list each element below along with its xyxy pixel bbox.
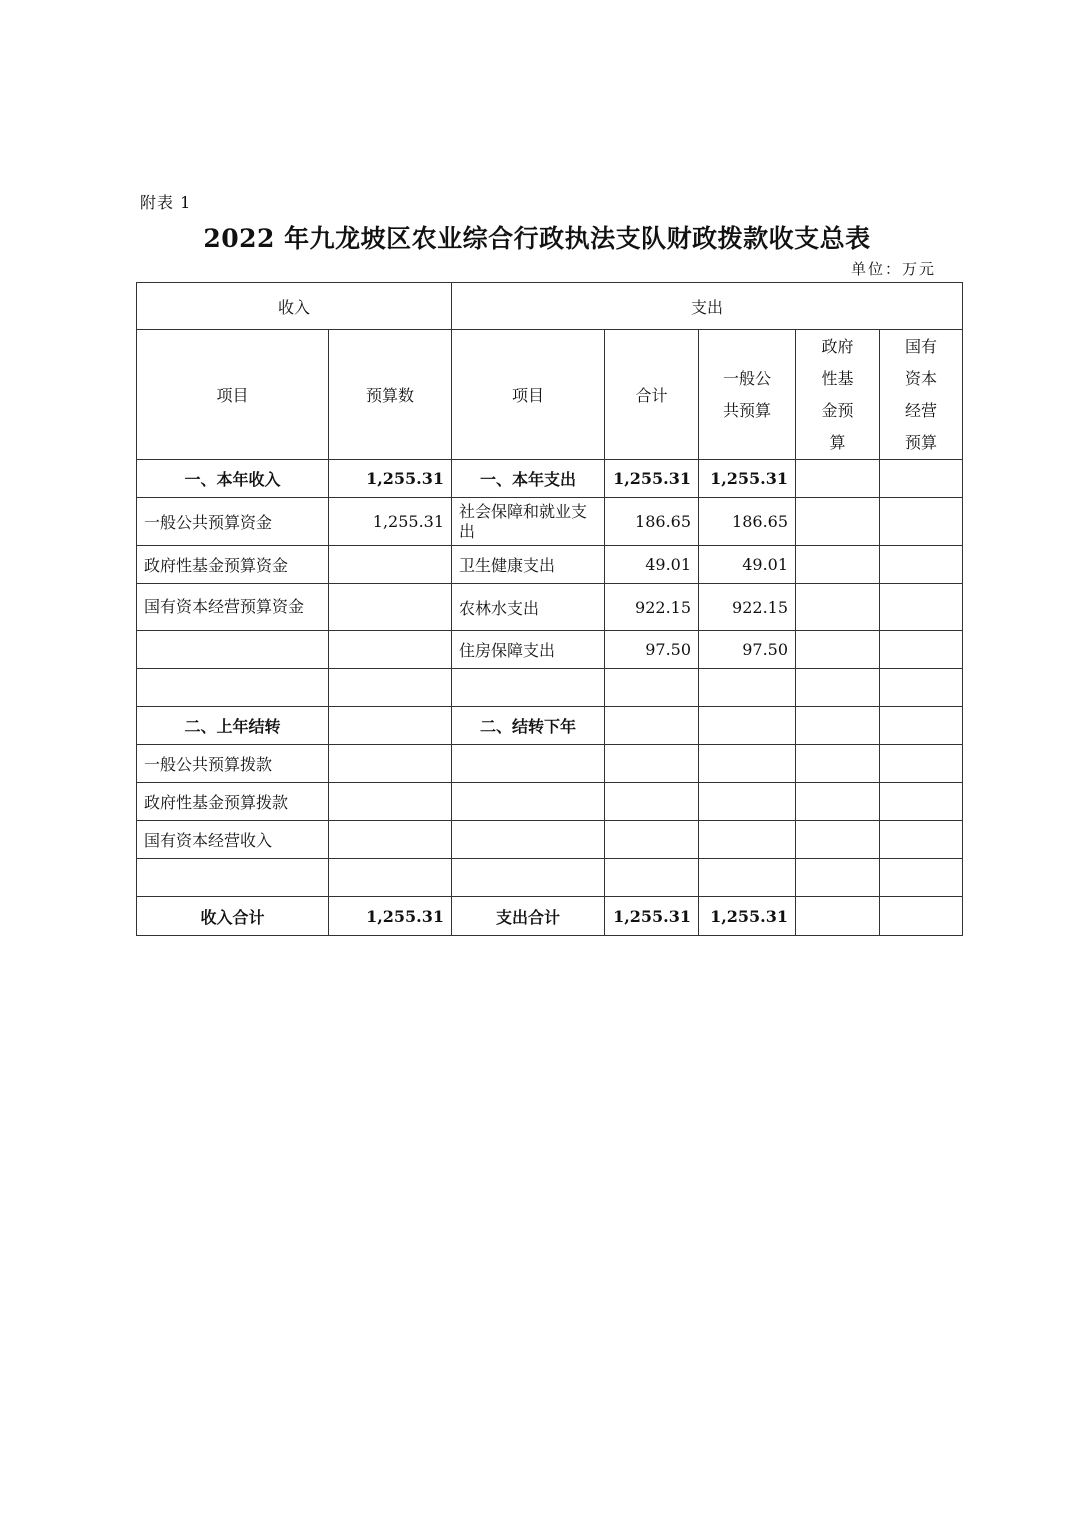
expense-item-cell xyxy=(452,821,605,859)
general-budget-cell: 49.01 xyxy=(699,546,796,584)
group-header-row xyxy=(137,283,963,330)
income-budget-cell xyxy=(329,584,452,631)
income-budget-cell xyxy=(329,859,452,897)
income-item-cell: 政府性基金预算资金 xyxy=(137,546,329,584)
table-row xyxy=(137,498,963,546)
total-cell: 49.01 xyxy=(605,546,699,584)
state-capital-budget-total-value xyxy=(880,897,963,936)
income-item-cell xyxy=(137,631,329,669)
state-capital-budget-cell xyxy=(880,460,963,498)
gov-fund-budget-cell xyxy=(796,707,880,745)
total-cell xyxy=(605,859,699,897)
table-row xyxy=(137,546,963,584)
unit-label: 单位：万元 xyxy=(850,260,936,278)
general-budget-cell: 1,255.31 xyxy=(699,460,796,498)
expense-item-cell: 二、结转下年 xyxy=(452,707,605,745)
state-capital-budget-cell xyxy=(880,546,963,584)
state-capital-budget-cell xyxy=(880,669,963,707)
income-budget-cell xyxy=(329,707,452,745)
state-capital-budget-cell xyxy=(880,631,963,669)
col-header-income-item: 项目 xyxy=(137,330,329,460)
total-cell: 922.15 xyxy=(605,584,699,631)
general-budget-cell xyxy=(699,707,796,745)
income-item-cell: 二、上年结转 xyxy=(137,707,329,745)
table-row xyxy=(137,783,963,821)
expense-item-cell: 卫生健康支出 xyxy=(452,546,605,584)
gov-fund-budget-cell xyxy=(796,669,880,707)
gov-fund-budget-cell xyxy=(796,498,880,546)
income-item-cell: 一、本年收入 xyxy=(137,460,329,498)
income-budget-cell xyxy=(329,669,452,707)
col-header-total: 合计 xyxy=(605,330,699,460)
total-cell xyxy=(605,707,699,745)
general-budget-cell xyxy=(699,859,796,897)
general-budget-cell: 97.50 xyxy=(699,631,796,669)
general-budget-cell xyxy=(699,821,796,859)
income-budget-cell xyxy=(329,745,452,783)
table-row xyxy=(137,859,963,897)
col-header-general-budget: 一般公 共预算 xyxy=(699,330,796,460)
state-capital-budget-cell xyxy=(880,783,963,821)
total-cell xyxy=(605,783,699,821)
state-capital-budget-cell xyxy=(880,859,963,897)
gov-fund-budget-cell xyxy=(796,546,880,584)
general-budget-cell xyxy=(699,783,796,821)
income-item-cell: 国有资本经营预算资金 xyxy=(137,584,329,631)
total-cell xyxy=(605,821,699,859)
table-row xyxy=(137,707,963,745)
col-header-income-budget: 预算数 xyxy=(329,330,452,460)
total-cell: 97.50 xyxy=(605,631,699,669)
total-cell: 186.65 xyxy=(605,498,699,546)
income-item-cell: 政府性基金预算拨款 xyxy=(137,783,329,821)
income-item-cell: 一般公共预算拨款 xyxy=(137,745,329,783)
expense-item-cell: 农林水支出 xyxy=(452,584,605,631)
expense-item-cell: 一、本年支出 xyxy=(452,460,605,498)
state-capital-budget-cell xyxy=(880,707,963,745)
gov-fund-budget-cell xyxy=(796,460,880,498)
general-budget-cell xyxy=(699,669,796,707)
table-row xyxy=(137,584,963,631)
table-row xyxy=(137,631,963,669)
income-item-cell xyxy=(137,669,329,707)
expense-item-cell: 住房保障支出 xyxy=(452,631,605,669)
income-item-cell: 国有资本经营收入 xyxy=(137,821,329,859)
total-cell xyxy=(605,669,699,707)
gov-fund-budget-cell xyxy=(796,745,880,783)
expense-item-cell xyxy=(452,745,605,783)
income-item-cell: 一般公共预算资金 xyxy=(137,498,329,546)
income-budget-cell xyxy=(329,631,452,669)
state-capital-budget-cell xyxy=(880,584,963,631)
general-budget-total-value: 1,255.31 xyxy=(699,897,796,936)
expense-item-cell: 社会保障和就业支出 xyxy=(452,498,605,546)
table-row xyxy=(137,821,963,859)
attachment-label: 附表 1 xyxy=(140,193,192,212)
total-cell xyxy=(605,745,699,783)
page-title: 2022 年九龙坡区农业综合行政执法支队财政拨款收支总表 xyxy=(203,224,871,253)
gov-fund-budget-cell xyxy=(796,859,880,897)
total-cell: 1,255.31 xyxy=(605,460,699,498)
gov-fund-budget-cell xyxy=(796,783,880,821)
income-budget-cell xyxy=(329,821,452,859)
col-header-state-capital-budget: 国有 资本 经营 预算 xyxy=(880,330,963,460)
expense-total-label: 支出合计 xyxy=(452,897,605,936)
state-capital-budget-cell xyxy=(880,498,963,546)
budget-summary-table xyxy=(136,282,963,936)
income-item-cell xyxy=(137,859,329,897)
income-budget-cell: 1,255.31 xyxy=(329,460,452,498)
gov-fund-budget-cell xyxy=(796,584,880,631)
col-header-expense-item: 项目 xyxy=(452,330,605,460)
income-total-value: 1,255.31 xyxy=(329,897,452,936)
income-group-header: 收入 xyxy=(137,283,452,330)
state-capital-budget-cell xyxy=(880,745,963,783)
income-total-label: 收入合计 xyxy=(137,897,329,936)
table-row xyxy=(137,460,963,498)
column-header-row xyxy=(137,330,963,460)
gov-fund-budget-cell xyxy=(796,631,880,669)
general-budget-cell xyxy=(699,745,796,783)
col-header-gov-fund-budget: 政府 性基 金预 算 xyxy=(796,330,880,460)
table-row xyxy=(137,745,963,783)
income-budget-cell: 1,255.31 xyxy=(329,498,452,546)
gov-fund-budget-cell xyxy=(796,821,880,859)
income-budget-cell xyxy=(329,783,452,821)
expense-item-cell xyxy=(452,669,605,707)
general-budget-cell: 922.15 xyxy=(699,584,796,631)
expense-item-cell xyxy=(452,783,605,821)
state-capital-budget-cell xyxy=(880,821,963,859)
expense-group-header: 支出 xyxy=(452,283,963,330)
gov-fund-budget-total-value xyxy=(796,897,880,936)
table-row xyxy=(137,669,963,707)
expense-total-value: 1,255.31 xyxy=(605,897,699,936)
totals-row xyxy=(137,897,963,936)
general-budget-cell: 186.65 xyxy=(699,498,796,546)
income-budget-cell xyxy=(329,546,452,584)
expense-item-cell xyxy=(452,859,605,897)
